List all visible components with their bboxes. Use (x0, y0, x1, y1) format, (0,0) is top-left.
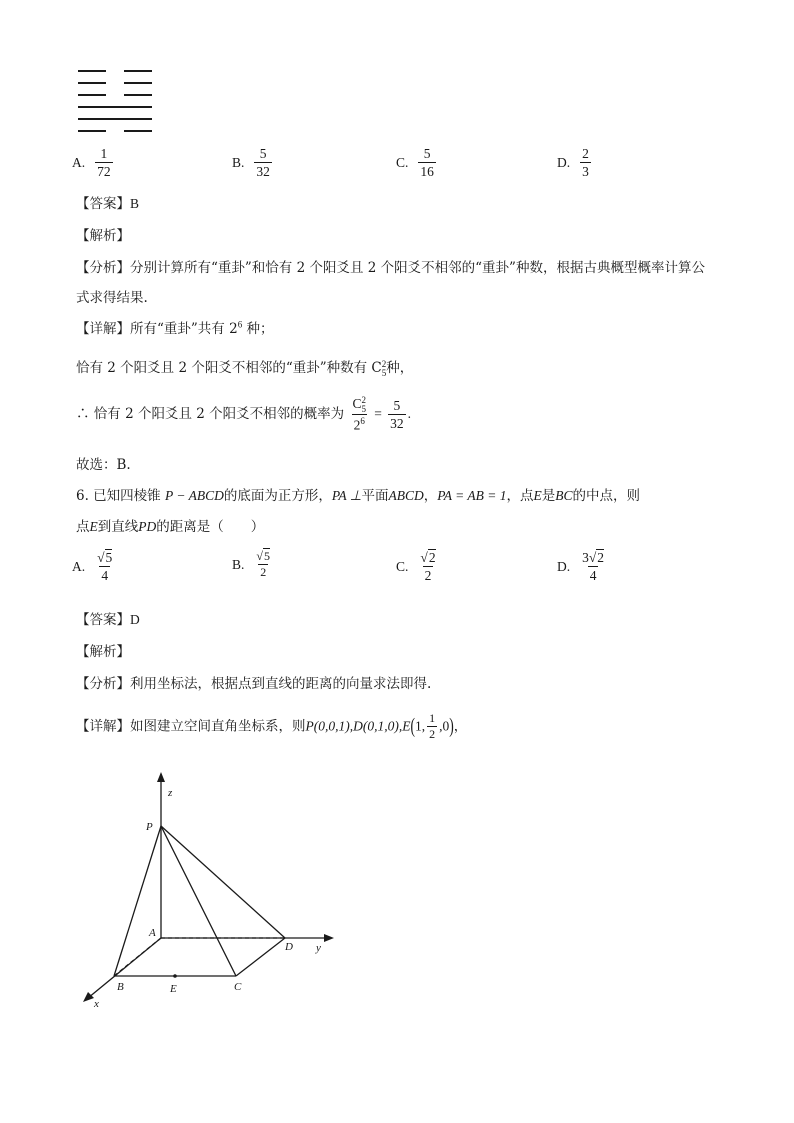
stem-text: 的底面为正方形， (223, 488, 332, 504)
coord-d: D(0,1,0), (353, 718, 403, 734)
label-p: P (146, 821, 153, 833)
power-base: 2 (353, 417, 361, 433)
q6-stem-line-2 (76, 515, 264, 535)
q6-option-d (557, 550, 608, 583)
fraction-denominator (352, 414, 367, 433)
stem-math-plane: ABCD (388, 488, 424, 503)
edge-pc (161, 826, 236, 976)
combination-sup: 2 (381, 358, 387, 369)
coord-end: ， (453, 718, 468, 735)
combination-c: C (352, 396, 362, 412)
option-label: D. (557, 558, 571, 574)
combination-sub: 5 (381, 367, 387, 378)
stem-text: 到直线 (97, 519, 139, 535)
fraction-numerator: 1 (429, 711, 436, 725)
stem-math-pd: PD (138, 519, 157, 534)
hexagram-line-1-broken-right (124, 70, 152, 72)
label-e: E (170, 983, 177, 995)
hexagram-line-1-broken-left (78, 70, 106, 72)
fraction-numerator: 5 (423, 146, 431, 161)
y-axis-arrowhead (324, 934, 334, 942)
fraction-numerator: 5 (259, 146, 267, 161)
stem-text: 点 (76, 519, 90, 535)
sqrt: √2 (588, 550, 605, 565)
analysis-tag: 【分析】 (76, 676, 130, 692)
detail-tag: 【详解】 (76, 321, 130, 337)
stem-math-pyramid: P − ABCD (164, 488, 224, 503)
hexagram-line-3-broken-left (78, 94, 106, 96)
hexagram-line-2-broken-left (78, 82, 106, 84)
hexagram-line-6-broken-left (78, 130, 106, 132)
hexagram-line-5-solid (78, 118, 152, 120)
option-fraction (95, 550, 114, 583)
fraction-denominator: 2 (429, 726, 436, 741)
option-fraction (418, 550, 437, 583)
fraction-numerator (350, 396, 368, 414)
combination-sub: 5 (361, 404, 366, 414)
q6-stem-line-1 (76, 484, 640, 504)
fraction-numerator: 1 (100, 146, 108, 161)
coord-p: P(0,0,1), (305, 718, 354, 734)
stem-text: 的距离是（ ） (156, 519, 265, 535)
option-fraction (580, 550, 606, 583)
fraction-denominator: 3 (582, 163, 589, 179)
coord-e-first: 1, (415, 718, 426, 734)
probability-fraction-1 (350, 396, 368, 433)
paren-close: ) (449, 713, 454, 738)
option-label: A. (72, 558, 86, 574)
edge-ab-hidden (114, 938, 161, 976)
fraction-denominator: 4 (589, 567, 597, 583)
stem-math-lengths: PA = AB = 1 (437, 488, 507, 503)
stem-text: 平面 (361, 488, 389, 504)
label-c: C (234, 981, 242, 993)
line3-text: ∴ 恰有 2 个阳爻且 2 个阳爻不相邻的概率为 (76, 406, 345, 422)
line3-period: . (407, 406, 412, 421)
fraction-numerator: 5 (393, 397, 401, 413)
q5-option-d (557, 146, 593, 179)
fraction-denominator: 16 (420, 163, 434, 179)
stem-math-perp: PA ⊥ (331, 488, 362, 503)
stem-math-point-e: E (89, 519, 98, 534)
stem-math-bc: BC (555, 488, 573, 503)
edge-cd (236, 938, 285, 976)
radicand: 2 (597, 550, 605, 565)
option-fraction (580, 146, 591, 179)
label-z: z (168, 787, 173, 799)
label-a: A (149, 927, 156, 939)
q5-detail-line-3 (76, 396, 411, 433)
fraction-denominator: 2 (260, 564, 267, 579)
q6-detail-line (76, 712, 467, 742)
combination-sup: 2 (361, 395, 366, 405)
stem-text: 6. 已知四棱锥 (76, 488, 161, 504)
fraction-numerator (418, 550, 437, 566)
detail-text-end: 种； (242, 321, 274, 337)
line2-end: 种， (386, 360, 414, 376)
q5-option-a (72, 146, 115, 179)
power-exponent: 6 (360, 416, 365, 426)
option-fraction (418, 146, 436, 179)
detail-exponent: 6 (237, 319, 243, 330)
detail-tag: 【详解】 (76, 718, 130, 735)
answer-tag: 【答案】 (76, 196, 130, 212)
q5-option-b (232, 146, 274, 179)
hexagram-line-6-broken-right (124, 130, 152, 132)
fraction-numerator: 2 (582, 146, 589, 161)
pyramid-coordinate-figure (70, 766, 350, 1016)
probability-fraction-2 (388, 398, 406, 431)
analysis-text: 分别计算所有“重卦”和恰有 2 个阳爻且 2 个阳爻不相邻的“重卦”种数，根据古典概型概率计算公 (130, 260, 705, 276)
q5-detail-line-2 (76, 356, 413, 378)
detail-text: 所有“重卦”共有 2 (130, 321, 238, 337)
hexagram-line-3-broken-right (124, 94, 152, 96)
option-label: B. (232, 154, 245, 170)
hexagram-line-2-broken-right (124, 82, 152, 84)
fraction-denominator: 4 (101, 567, 109, 583)
fraction-denominator: 2 (424, 567, 432, 583)
sqrt: √2 (420, 550, 436, 565)
jiexi-tag: 【解析】 (76, 228, 130, 244)
radicand: 5 (263, 549, 270, 563)
option-fraction (95, 146, 113, 179)
q6-option-a (72, 550, 116, 583)
stem-math-point-e: E (533, 488, 542, 503)
q5-conclusion (76, 453, 131, 473)
stem-text: ，点 (506, 488, 534, 504)
hexagram-figure (78, 68, 154, 138)
edge-pd (161, 826, 285, 938)
q6-answer-line (76, 608, 140, 628)
q6-jiexi-line (76, 640, 130, 660)
paren-open: ( (410, 713, 415, 738)
label-y: y (316, 942, 321, 954)
sqrt: √5 (97, 550, 113, 565)
sqrt: √5 (256, 549, 270, 563)
stem-text: 是 (541, 488, 556, 504)
x-axis-arrowhead (83, 992, 94, 1002)
jiexi-tag: 【解析】 (76, 644, 130, 660)
answer-tag: 【答案】 (76, 612, 130, 628)
answer-value: B (130, 196, 140, 211)
q6-analysis-line (76, 672, 431, 692)
option-label: B. (232, 556, 245, 572)
edge-pb (114, 826, 161, 976)
analysis-tag: 【分析】 (76, 260, 130, 276)
hexagram-line-4-solid (78, 106, 152, 108)
option-label: C. (396, 558, 409, 574)
option-fraction (254, 146, 272, 179)
radicand: 5 (105, 550, 113, 565)
q5-option-c (396, 146, 438, 179)
line2-text: 恰有 2 个阳爻且 2 个阳爻不相邻的“重卦”种数有 C (76, 360, 382, 376)
q5-analysis-line-2 (76, 286, 148, 306)
fraction-numerator (95, 550, 114, 566)
label-d: D (285, 941, 293, 953)
fraction-denominator: 32 (256, 163, 270, 179)
q6-option-b (232, 550, 274, 580)
q5-analysis-line-1 (76, 256, 705, 276)
label-b: B (117, 981, 124, 993)
fraction-numerator (580, 550, 606, 566)
answer-value: D (130, 612, 140, 627)
coef: 3 (582, 550, 589, 565)
coord-e-letter: E (402, 718, 411, 734)
fraction-numerator (254, 550, 272, 564)
option-label: D. (557, 154, 571, 170)
option-label: C. (396, 154, 409, 170)
q5-answer-line (76, 192, 139, 212)
equals-sign: = (374, 406, 382, 421)
analysis-text: 利用坐标法，根据点到直线的距离的向量求法即得. (130, 676, 432, 692)
stem-text: 的中点，则 (572, 488, 640, 504)
conclusion-text: 故选：B. (76, 457, 131, 473)
z-axis-arrowhead (157, 772, 165, 782)
label-x: x (94, 998, 99, 1010)
option-label: A. (72, 154, 86, 170)
analysis-text-cont: 式求得结果. (76, 290, 148, 306)
coord-e-fraction (427, 712, 437, 742)
coord-e-last: ,0 (439, 718, 450, 734)
fraction-denominator: 32 (390, 415, 404, 431)
q6-option-c (396, 550, 440, 583)
point-e-dot (173, 974, 177, 978)
combination-indices (361, 396, 366, 414)
q5-jiexi-line (76, 224, 130, 244)
q5-detail-line-1 (76, 317, 273, 337)
fraction-denominator: 72 (97, 163, 111, 179)
radicand: 2 (428, 550, 436, 565)
stem-text: ， (423, 488, 438, 504)
detail-text: 如图建立空间直角坐标系，则 (130, 718, 306, 735)
option-fraction (254, 550, 272, 580)
